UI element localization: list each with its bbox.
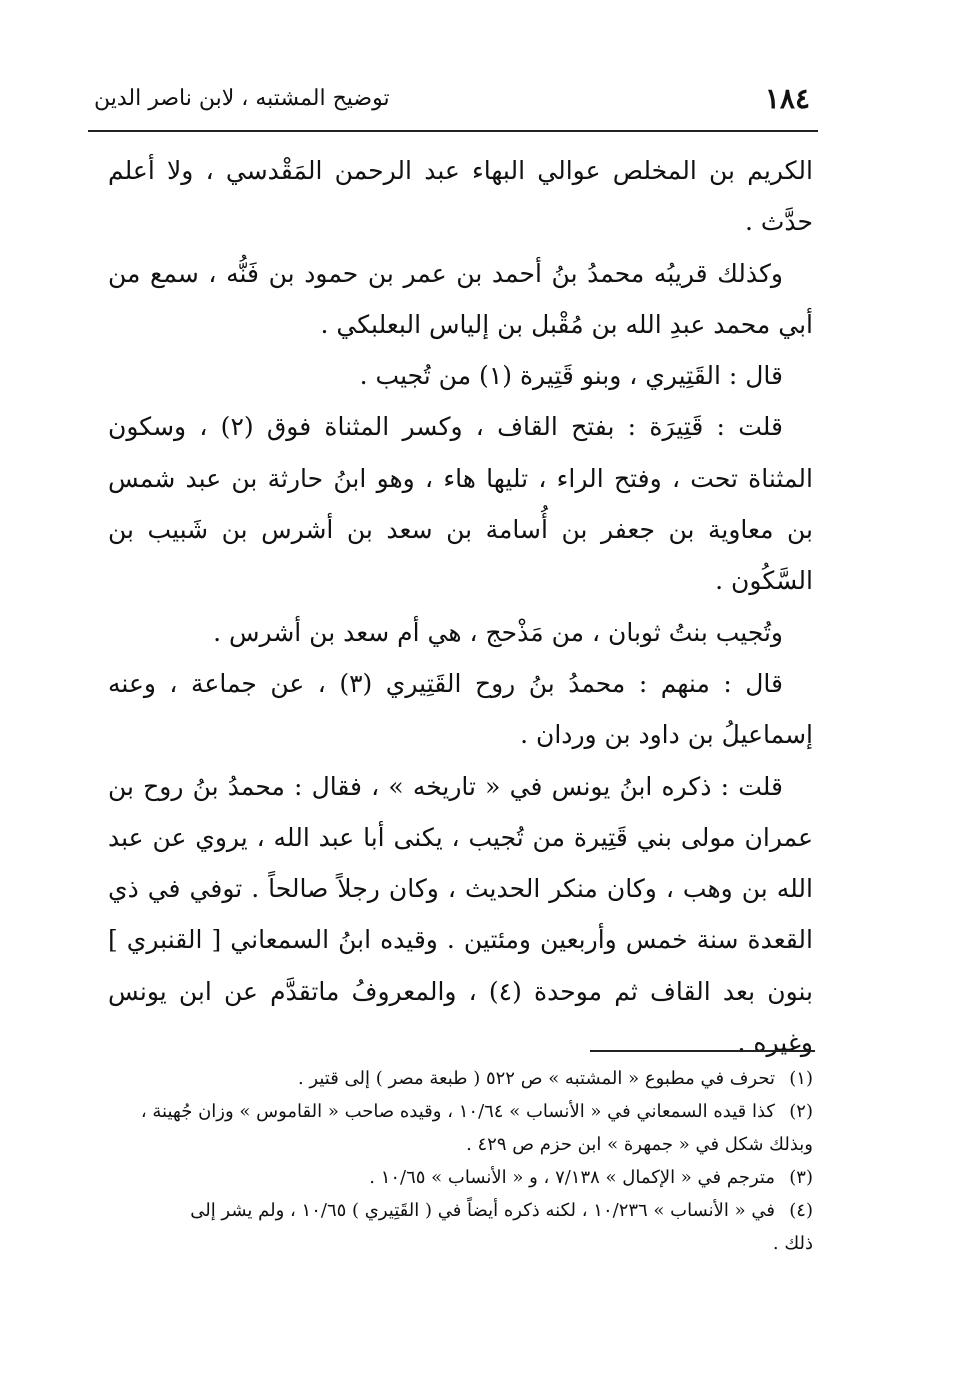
footnotes: [108, 1062, 813, 1260]
footnote-text: في « الأنساب » ١٠/٢٣٦ ، لكنه ذكره أيضاً في ( القَتِيري ) ١٠/٦٥ ، ولم يشر إلى: [190, 1200, 775, 1221]
paragraph-1: الكريم بن المخلص عوالي البهاء عبد الرحمن المَقْدسي ، ولا أعلم حدَّث .: [108, 156, 813, 237]
paragraph-4: قلت : قَتِيرَة : بفتح القاف ، وكسر المثناة فوق (٢) ، وسكون المثناة تحت ، وفتح الراء ، تليها هاء ، وهو ابنُ حارثة بن عبد شمس بن معاوية بن جعفر بن أُسامة بن سعد بن أشرس بن شَبيب بن السَّكُون .: [108, 412, 813, 596]
running-title: توضيح المشتبه ، لابن ناصر الدين: [94, 86, 390, 111]
paragraph-5: وتُجيب بنتُ ثوبان ، من مَذْحج ، هي أم سعد بن أشرس .: [213, 617, 783, 647]
paragraph-6: قال : منهم : محمدُ بنُ روح القَتِيري (٣) ، عن جماعة ، وعنه إسماعيلُ بن داود بن وردان .: [108, 668, 813, 750]
footnote-continuation: وبذلك شكل في « جمهرة » ابن حزم ص ٤٢٩ .: [466, 1134, 813, 1155]
footnote-text: مترجم في « الإكمال » ٧/١٣٨ ، و « الأنساب » ١٠/٦٥ .: [369, 1167, 775, 1188]
footnote-continuation: ذلك .: [772, 1233, 813, 1254]
footnote-1: [108, 1062, 813, 1095]
paragraph-2: وكذلك قريبُه محمدُ بنُ أحمد بن عمر بن حمود بن فَنُّه ، سمع من أبي محمد عبدِ الله بن مُقْبل بن إلياس البعلبكي .: [108, 258, 813, 339]
page-header: [88, 82, 818, 132]
footnote-text: تحرف في مطبوع « المشتبه » ص ٥٢٢ ( طبعة مصر ) إلى قتير .: [297, 1068, 775, 1089]
footnote-number: (١): [789, 1068, 813, 1089]
footnote-number: (٢): [789, 1101, 813, 1122]
footnote-3: [108, 1161, 813, 1194]
footnote-number: (٣): [789, 1167, 813, 1188]
footnote-rule: [590, 1050, 815, 1052]
paragraph-7: قلت : ذكره ابنُ يونس في « تاريخه » ، فقال : محمدُ بنُ روح بن عمران مولى بني قَتِيرة من تُجيب ، يكنى أبا عبد الله ، يروي عن عبد الله بن وهب ، وكان منكر الحديث ، وكان رجلاً صالحاً . توفي في ذي القعدة سنة خمس وأربعين ومئتين . وقيده ابنُ السمعاني [ القنبري ] بنون بعد القاف ثم موحدة (٤) ، والمعروفُ ماتقدَّم عن ابن يونس وغيره .: [108, 771, 813, 1058]
footnote-number: (٤): [789, 1200, 813, 1221]
footnote-2: [108, 1095, 813, 1161]
footnote-text: كذا قيده السمعاني في « الأنساب » ١٠/٦٤ ، وقيده صاحب « القاموس » وزان جُهينة ،: [140, 1101, 775, 1122]
main-text: [108, 145, 813, 1068]
footnote-4: [108, 1194, 813, 1260]
header-rule: [88, 130, 818, 132]
page-number: ١٨٤: [764, 82, 810, 115]
paragraph-3: قال : القَتِيري ، وبنو قَتِيرة (١) من تُجيب .: [359, 361, 783, 391]
